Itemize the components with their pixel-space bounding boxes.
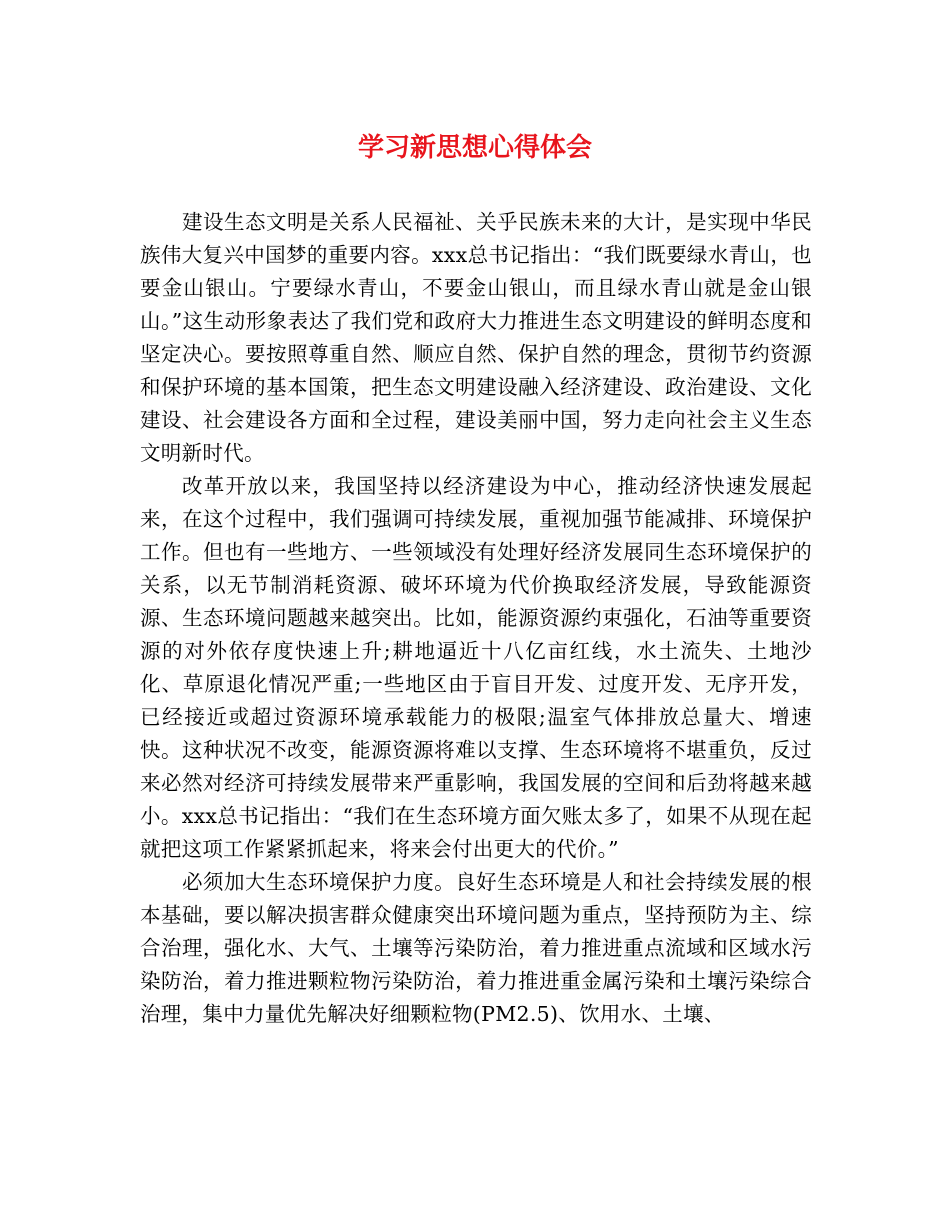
document-body bbox=[140, 206, 812, 1031]
paragraph-2: 改革开放以来，我国坚持以经济建设为中心，推动经济快速发展起来，在这个过程中，我们强调可持续发展，重视加强节能减排、环境保护工作。但也有一些地方、一些领域没有处理好经济发展同生态环境保护的关系，以无节制消耗资源、破坏环境为代价换取经济发展，导致能源资源、生态环境问题越来越突出。比如，能源资源约束强化，石油等重要资源的对外依存度快速上升;耕地逼近十八亿亩红线，水土流失、土地沙化、草原退化情况严重;一些地区由于盲目开发、过度开发、无序开发，已经接近或超过资源环境承载能力的极限;温室气体排放总量大、增速快。这种状况不改变，能源资源将难以支撑、生态环境将不堪重负，反过来必然对经济可持续发展带来严重影响，我国发展的空间和后劲将越来越小。xxx总书记指出：“我们在生态环境方面欠账太多了，如果不从现在起就把这项工作紧紧抓起来，将来会付出更大的代价。” bbox=[140, 474, 812, 861]
document-title: 学习新思想心得体会 bbox=[357, 133, 592, 163]
paragraph-1: 建设生态文明是关系人民福祉、关乎民族未来的大计，是实现中华民族伟大复兴中国梦的重要内容。xxx总书记指出：“我们既要绿水青山，也要金山银山。宁要绿水青山，不要金山银山，而且绿水青山就是金山银山。”这生动形象表达了我们党和政府大力推进生态文明建设的鲜明态度和坚定决心。要按照尊重自然、顺应自然、保护自然的理念，贯彻节约资源和保护环境的基本国策，把生态文明建设融入经济建设、政治建设、文化建设、社会建设各方面和全过程，建设美丽中国，努力走向社会主义生态文明新时代。 bbox=[140, 210, 812, 465]
paragraph-3: 必须加大生态环境保护力度。良好生态环境是人和社会持续发展的根本基础，要以解决损害群众健康突出环境问题为重点，坚持预防为主、综合治理，强化水、大气、土壤等污染防治，着力推进重点流域和区域水污染防治，着力推进颗粒物污染防治，着力推进重金属污染和土壤污染综合治理，集中力量优先解决好细颗粒物(PM2.5)、饮用水、土壤、 bbox=[140, 870, 812, 1026]
